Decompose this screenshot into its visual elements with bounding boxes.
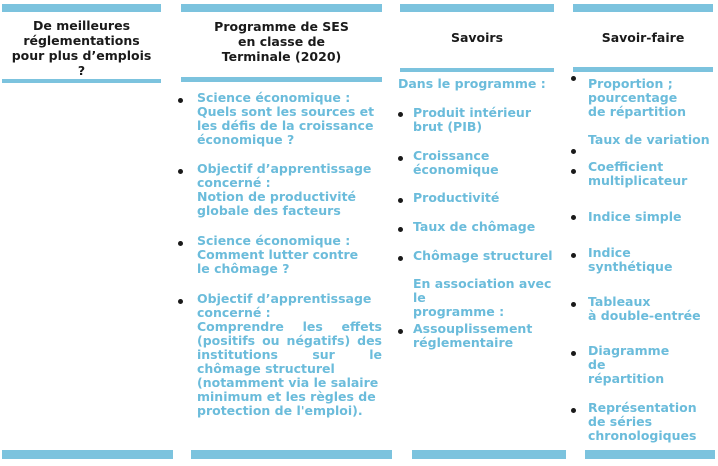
bullet-icon [571, 302, 576, 307]
header-divider-col4 [573, 67, 713, 72]
bullet-icon [178, 169, 183, 174]
col3-item-1: Produit intérieur brut (PIB) [413, 105, 531, 134]
col4-item-5: Indice synthétique [588, 245, 673, 274]
col4-item-7: Diagramme de répartition [588, 343, 670, 386]
footer-bar-col1 [2, 450, 173, 459]
bullet-icon [398, 329, 403, 334]
bullet-icon [571, 149, 576, 154]
col3-item-2: Croissance économique [413, 148, 499, 177]
col3-item-3: Productivité [413, 190, 500, 205]
bullet-icon [571, 76, 576, 81]
footer-bar-col4 [585, 450, 715, 459]
col3-assoc: En association avec le programme : [413, 276, 552, 319]
col2-item-4: Objectif d’apprentissage concerné : Comprendre les effets (positifs ou négatifs) des institutions sur le chômage structurel (notamment via le salaire minimum et les règles de protection de l'emploi). [197, 291, 382, 418]
col2-item-3: Science économique : Comment lutter contre le chômage ? [197, 233, 359, 276]
bullet-icon [398, 227, 403, 232]
bullet-icon [571, 253, 576, 258]
col1-header: De meilleures réglementations pour plus d’emplois ? [11, 18, 152, 78]
col4-item-1: Proportion ; pourcentage de répartition [588, 76, 686, 119]
col4-item-4: Indice simple [588, 209, 682, 224]
header-bar-col3 [400, 4, 554, 12]
header-divider-col2 [181, 77, 382, 82]
header-bar-col2 [181, 4, 382, 12]
bullet-icon [571, 408, 576, 413]
bullet-icon [178, 241, 183, 246]
header-bar-col4 [573, 4, 713, 12]
col3-header: Savoirs [450, 30, 504, 45]
col4-item-6: Tableaux à double-entrée [588, 294, 701, 323]
bullet-icon [398, 198, 403, 203]
bullet-icon [571, 351, 576, 356]
col4-header: Savoir-faire [601, 30, 685, 45]
col2-item-1: Science économique : Quels sont les sources et les défis de la croissance économique ? [197, 90, 375, 147]
col3-item-5: Chômage structurel [413, 248, 553, 263]
bullet-icon [571, 215, 576, 220]
col4-item-2: Taux de variation [588, 132, 710, 147]
bullet-icon [398, 112, 403, 117]
bullet-icon [178, 299, 183, 304]
col4-item-8: Représentation de séries chronologiques [588, 400, 697, 443]
footer-bar-col2 [191, 450, 392, 459]
col2-item-2: Objectif d’apprentissage concerné : Notion de productivité globale des facteurs [197, 161, 372, 218]
header-divider-col1 [2, 79, 161, 83]
bullet-icon [398, 156, 403, 161]
col3-item-4: Taux de chômage [413, 219, 536, 234]
bullet-icon [178, 98, 183, 103]
footer-bar-col3 [412, 450, 566, 459]
header-bar-col1 [2, 4, 161, 12]
col3-assoc-item-1: Assouplissement réglementaire [413, 321, 533, 350]
col4-item-3: Coefficient multiplicateur [588, 159, 688, 188]
col2-header: Programme de SES en classe de Terminale (2020) [214, 19, 349, 64]
bullet-icon [398, 256, 403, 261]
bullet-icon [571, 169, 576, 174]
col3-intro: Dans le programme : [398, 76, 546, 91]
header-divider-col3 [400, 68, 554, 72]
